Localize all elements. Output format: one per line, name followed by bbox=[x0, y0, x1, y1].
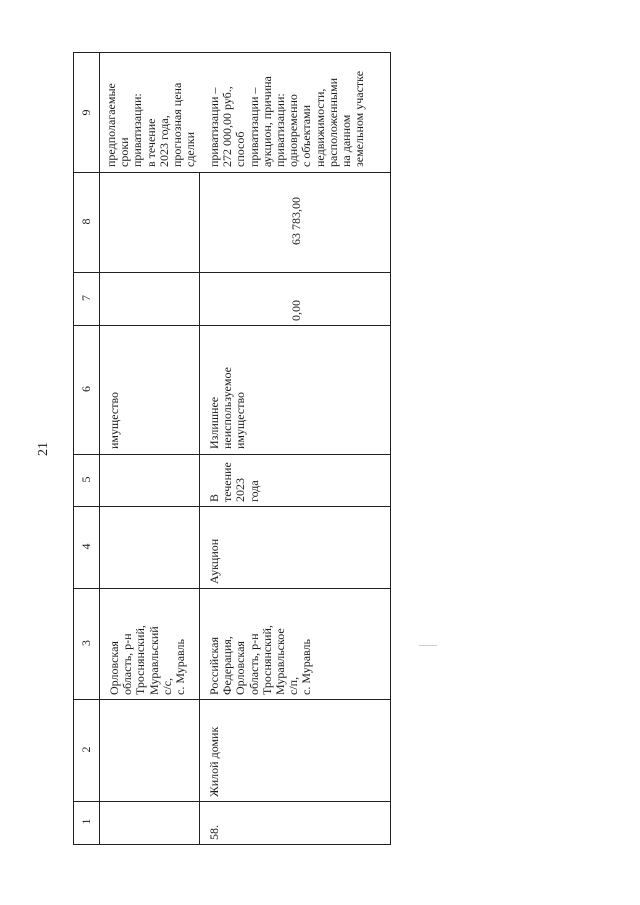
col-number-9: 9 bbox=[79, 109, 93, 116]
scan-mark bbox=[419, 645, 437, 646]
row58-value-col7: 0,00 bbox=[289, 300, 303, 321]
row58-reason: Излишнее неиспользуемое имущество bbox=[207, 367, 248, 449]
col-number-1: 1 bbox=[79, 818, 93, 825]
col-number-3: 3 bbox=[79, 640, 93, 646]
page-number: 21 bbox=[36, 442, 51, 456]
col-divider bbox=[74, 172, 390, 173]
col-divider bbox=[74, 506, 390, 507]
row1-reason: имущество bbox=[107, 391, 121, 449]
col-divider bbox=[74, 272, 390, 273]
row-divider-header bbox=[99, 53, 100, 844]
col-divider bbox=[74, 699, 390, 700]
col-number-8: 8 bbox=[79, 218, 93, 225]
row1-address: Орловская область, р-н Троснянский, Муравльский с/с, с. Муравль bbox=[107, 625, 188, 695]
col-number-5: 5 bbox=[79, 476, 93, 483]
row58-period: В течение 2023 года bbox=[207, 462, 261, 502]
col-number-6: 6 bbox=[79, 386, 93, 392]
col-number-4: 4 bbox=[79, 543, 93, 550]
row1-note: предполагаемые сроки приватизации: в течение 2023 года, прогнозная цена сделки bbox=[104, 82, 198, 167]
col-number-7: 7 bbox=[79, 295, 93, 301]
row58-name: Жилой домик bbox=[207, 726, 221, 797]
row58-address: Российская Федерация, Орловская область, р-н Троснянский, Муравльское с/п, с. Муравль bbox=[207, 625, 314, 695]
row58-number: 58. bbox=[207, 825, 221, 840]
col-divider bbox=[74, 801, 390, 802]
row58-value-col8: 63 783,00 bbox=[289, 197, 303, 245]
row58-method: Аукцион bbox=[207, 538, 221, 584]
col-number-2: 2 bbox=[79, 746, 93, 753]
row-divider bbox=[199, 172, 200, 844]
property-table bbox=[73, 52, 391, 845]
col-divider bbox=[74, 325, 390, 326]
row58-note: приватизации – 272 000,00 руб., способ приватизации – аукцион, причина приватизации: одновременно с объектами недвижимости, расположенными на данном земельном участке bbox=[207, 70, 367, 167]
